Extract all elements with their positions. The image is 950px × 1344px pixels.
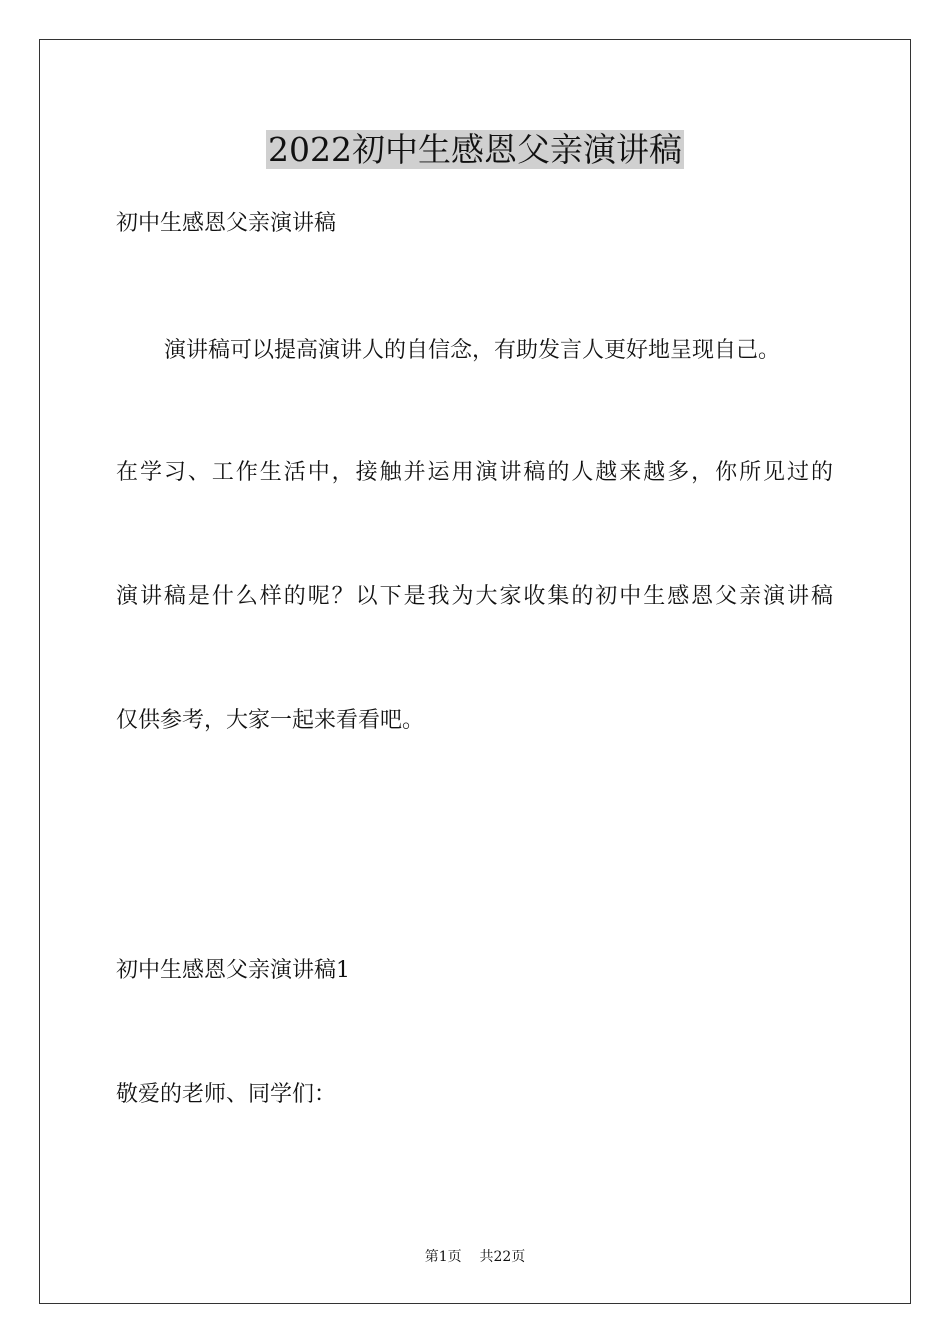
page-number-footer: 第1页 共22页: [424, 1249, 526, 1265]
paragraph-line-4: 仅供参考，大家一起来看看吧。: [116, 708, 425, 733]
section-heading: 初中生感恩父亲演讲稿1: [116, 958, 350, 983]
salutation: 敬爱的老师、同学们：: [116, 1082, 337, 1107]
document-title-text: 2022初中生感恩父亲演讲稿: [268, 130, 682, 169]
paragraph-line-1: 演讲稿可以提高演讲人的自信念，有助发言人更好地呈现自己。: [164, 338, 781, 363]
subtitle: 初中生感恩父亲演讲稿: [116, 211, 337, 236]
paragraph-line-2: 在学习、工作生活中，接触并运用演讲稿的人越来越多，你所见过的: [116, 460, 833, 485]
document-title: [0, 128, 950, 172]
paragraph-line-3: 演讲稿是什么样的呢？以下是我为大家收集的初中生感恩父亲演讲稿: [116, 584, 833, 609]
